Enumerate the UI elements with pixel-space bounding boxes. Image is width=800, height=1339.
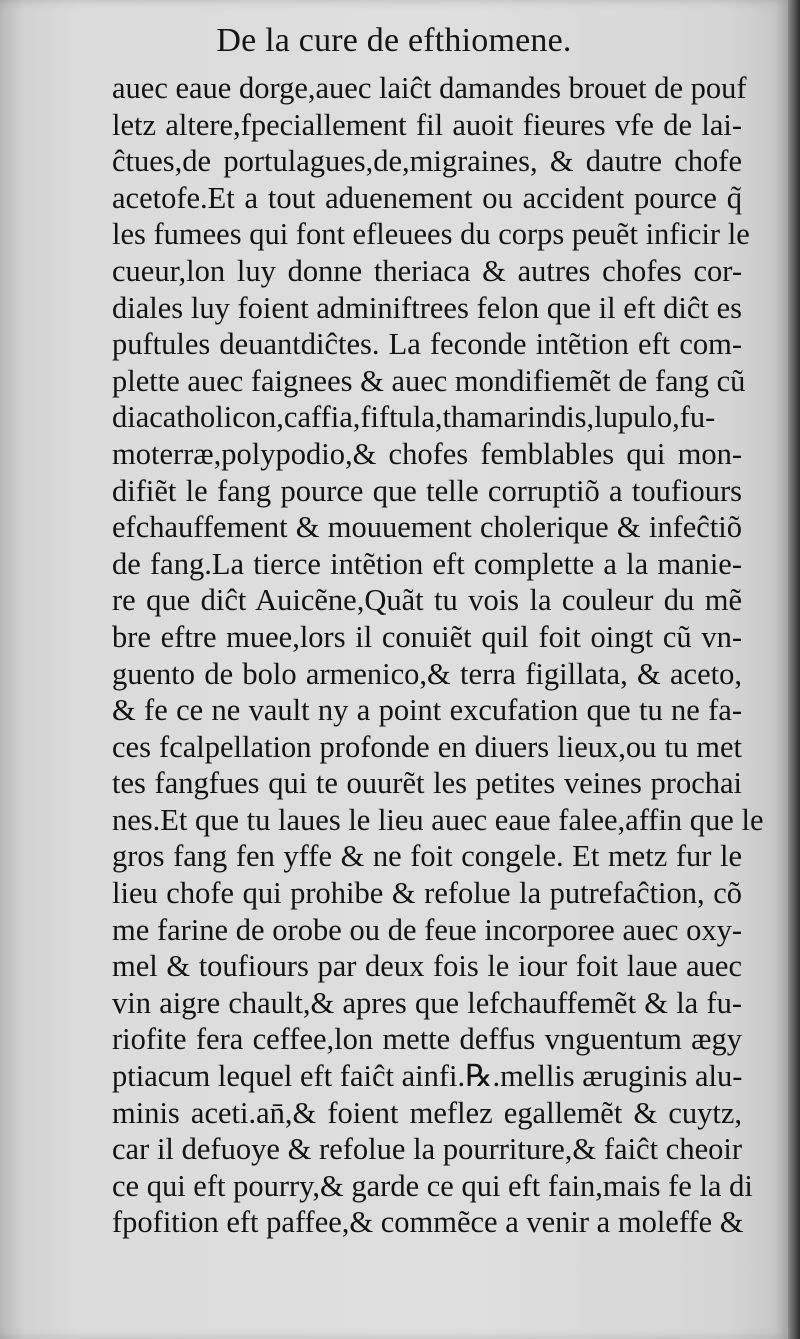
text-line: diacatholicon,caffia,fiftula,thamarindis,lupulo,fu- (112, 400, 716, 435)
text-line: cueur,lon luy donne theriaca & autres chofes cor- (112, 253, 742, 288)
body-text (112, 70, 764, 1241)
text-line: puftules deuantdiĉtes. La feconde intẽtion eft com- (112, 327, 742, 362)
text-line: ce qui eft pourry,& garde ce qui eft fain,mais fe la di (112, 1168, 753, 1203)
text-line: les fumees qui font efleuees du corps peuẽt inficir le (112, 217, 750, 252)
text-line: acetofe.Et a tout aduenement ou accident pource q̃ (112, 180, 742, 215)
text-line: guento de bolo armenico,& terra figillata, & aceto, (112, 656, 742, 691)
text-line: riofite fera ceffee,lon mette deffus vnguentum ægy (112, 1022, 742, 1057)
text-line: bre eftre muee,lors il conuiẽt quil foit oingt cũ vn- (112, 619, 742, 654)
text-line: plette auec faignees & auec mondifiemẽt de fang cũ (112, 363, 746, 398)
text-line: ptiacum lequel eft faiĉt ainfi.℞.mellis æruginis alu- (112, 1059, 743, 1094)
text-line: car il defuoye & refolue la pourriture,& faiĉt cheoir (112, 1132, 742, 1167)
text-line: ĉtues,de portulagues,de,migraines, & dautre chofe (112, 144, 742, 179)
text-line: ces fcalpellation profonde en diuers lieux,ou tu met (112, 729, 742, 764)
text-line: nes.Et que tu laues le lieu auec eaue falee,affin que le (112, 802, 764, 837)
text-line: re que diĉt Auicẽne,Quãt tu vois la couleur du mẽ (112, 583, 742, 618)
text-line: tes fangfues qui te ouurẽt les petites veines prochai (112, 766, 742, 801)
text-line: auec eaue dorge,auec laiĉt damandes brouet de pouf (112, 71, 747, 105)
text-line: de fang.La tierce intẽtion eft complette a la manie- (112, 546, 742, 581)
text-line: efchauffement & mouuement cholerique & infeĉtiõ (112, 510, 742, 545)
text-line: fpofition eft paffee,& commẽce a venir a moleffe & (112, 1205, 744, 1240)
running-header: De la cure de efthiomene. (216, 22, 572, 59)
text-line: mel & toufiours par deux fois le iour foit laue auec (112, 949, 742, 984)
text-line: diales luy foient adminiftrees felon que il eft diĉt es (112, 290, 742, 325)
text-line: me farine de orobe ou de feue incorporee auec oxy- (112, 912, 742, 947)
text-line: gros fang fen yffe & ne foit congele. Et metz fur le (112, 839, 742, 874)
text-line: letz altere,fpeciallement fil auoit fieures vfe de lai- (112, 107, 742, 142)
text-line: & fe ce ne vault ny a point excufation que tu ne fa- (112, 693, 742, 728)
text-line: minis aceti.an̄,& foient meflez egallemẽt & cuytz, (112, 1095, 742, 1130)
text-line: difiẽt le fang pource que telle corruptiõ a toufiours (112, 473, 742, 508)
text-line: moterræ,polypodio,& chofes femblables qui mon- (112, 436, 742, 471)
page-edge-shadow (788, 0, 800, 1339)
text-line: vin aigre chault,& apres que lefchauffemẽt & la fu- (112, 985, 742, 1020)
text-line: lieu chofe qui prohibe & refolue la putrefaĉtion, cõ (112, 876, 742, 911)
